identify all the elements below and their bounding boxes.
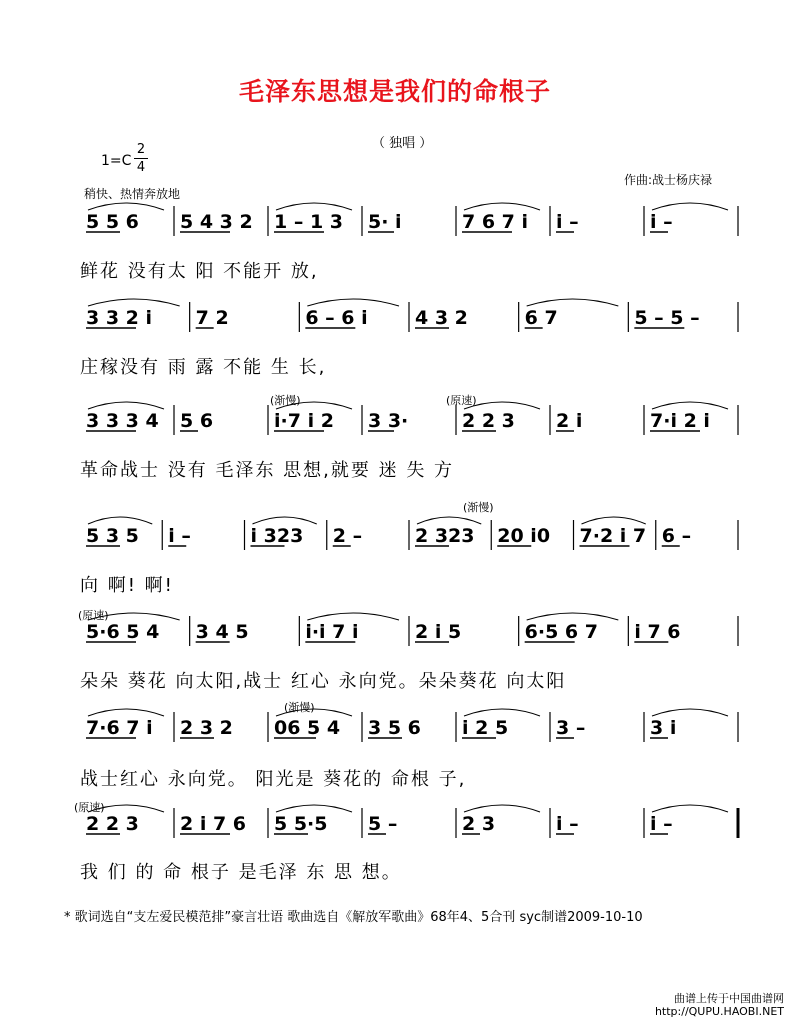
measure-notes: 2 3 [462, 813, 496, 835]
slur-arc [652, 805, 728, 812]
slur-arc [652, 709, 728, 716]
lyrics-line-4: 向 啊! 啊! [80, 575, 174, 596]
measure-notes: 2 – [332, 525, 363, 547]
measure-notes: 2 2 3 [86, 813, 139, 835]
lyrics-line-1: 鲜花 没有太 阳 不能开 放, [80, 261, 319, 282]
slur-arc [88, 402, 164, 409]
measure-notes: i – [556, 813, 579, 835]
slur-arc [307, 613, 399, 620]
slur-arc [652, 203, 728, 210]
lyrics-line-7: 我 们 的 命 根子 是毛泽 东 思 想。 [80, 862, 402, 883]
measure-notes: i 323 [250, 525, 304, 547]
lyrics-line-5: 朵朵 葵花 向太阳,战士 红心 永向党。朵朵葵花 向太阳 [80, 671, 567, 692]
slur-arc [527, 613, 619, 620]
lyrics-line-2: 庄稼没有 雨 露 不能 生 长, [80, 357, 327, 378]
measure-notes: 4 3 2 [415, 307, 468, 329]
slur-arc [464, 203, 540, 210]
measure-notes: 6 7 [524, 307, 558, 329]
measure-notes: 5 – [368, 813, 398, 835]
measure-notes: 7·2 i 7 [579, 525, 647, 547]
measure-notes: 7·6 7 i [86, 717, 153, 739]
measure-notes: i·7 i 2 [274, 410, 334, 432]
slur-arc [88, 299, 180, 306]
measure-notes: 3 3 3 4 [86, 410, 159, 432]
composer-credit: 作曲:战士杨庆禄 [624, 173, 713, 187]
measure-notes: 1 – 1 3 [274, 211, 344, 233]
tempo-annotation: (原速) [74, 801, 105, 814]
time-signature-bottom: 4 [136, 160, 146, 175]
slur-arc [417, 517, 481, 524]
measure-notes: 7 2 [195, 307, 229, 329]
measure-notes: i 2 5 [462, 717, 509, 739]
measure-notes: 5· i [368, 211, 402, 233]
measure-notes: i – [168, 525, 191, 547]
tempo-annotation: (渐慢) [463, 501, 494, 514]
slur-arc [88, 709, 164, 716]
performance-type: （ 独唱 ） [372, 136, 433, 151]
measure-notes: 6 – [661, 525, 692, 547]
measure-notes: 5 5 6 [86, 211, 139, 233]
lyrics-line-3: 革命战士 没有 毛泽东 思想,就要 迷 失 方 [80, 460, 455, 481]
tempo-annotation: (渐慢) [270, 394, 301, 407]
measure-notes: 3 i [650, 717, 677, 739]
measure-notes: 20 i0 [497, 525, 551, 547]
tempo-annotation: (原速) [78, 609, 109, 622]
measure-notes: 2 i 5 [415, 621, 462, 643]
song-title: 毛泽东思想是我们的命根子 [238, 77, 551, 106]
measure-notes: 2 i 7 6 [180, 813, 247, 835]
measure-notes: 7 6 7 i [462, 211, 529, 233]
tempo-marking: 稍快、热情奔放地 [84, 187, 181, 201]
measure-notes: i – [650, 211, 673, 233]
time-signature-top: 2 [136, 142, 146, 157]
measure-notes: 6 – 6 i [305, 307, 368, 329]
tempo-annotation: (渐慢) [284, 701, 315, 714]
slur-arc [253, 517, 317, 524]
measure-notes: 06 5 4 [274, 717, 341, 739]
slur-arc [582, 517, 646, 524]
slur-arc [88, 517, 152, 524]
measure-notes: i – [556, 211, 579, 233]
watermark [655, 992, 784, 1018]
measure-notes: 3 4 5 [195, 621, 249, 643]
key-signature: 1=C [101, 153, 132, 169]
measure-notes: 3 – [556, 717, 586, 739]
measure-notes: 5 6 [180, 410, 214, 432]
footnote: * 歌词选自“支左爱民模范排”豪言壮语 歌曲选自《解放军歌曲》68年4、5合刊 syc制谱2009-10-10 [64, 910, 643, 925]
tempo-annotation: (原速) [446, 394, 477, 407]
watermark-line-1: 曲谱上传于中国曲谱网 [674, 992, 784, 1005]
measure-notes: 5 5·5 [274, 813, 328, 835]
measure-notes: 3 3 2 i [86, 307, 153, 329]
measure-notes: 2 323 [415, 525, 475, 547]
measure-notes: 6·5 6 7 [524, 621, 598, 643]
measure-notes: 5·6 5 4 [86, 621, 160, 643]
slur-arc [527, 299, 619, 306]
measure-notes: i 7 6 [634, 621, 681, 643]
measure-notes: 2 3 2 [180, 717, 233, 739]
slur-arc [276, 203, 352, 210]
measure-notes: 5 4 3 2 [180, 211, 253, 233]
slur-arc [464, 709, 540, 716]
measure-notes: 3 3· [368, 410, 409, 432]
measure-notes: 2 i [556, 410, 583, 432]
measure-notes: 7·i 2 i [650, 410, 710, 432]
watermark-line-2: http://QUPU.HAOBI.NET [654, 1005, 784, 1018]
measure-notes: 2 2 3 [462, 410, 515, 432]
measure-notes: i – [650, 813, 673, 835]
lyrics-line-6: 战士红心 永向党。 阳光是 葵花的 命根 子, [80, 769, 467, 790]
slur-arc [307, 299, 399, 306]
measure-notes: 5 – 5 – [634, 307, 700, 329]
measure-notes: i·i 7 i [305, 621, 359, 643]
slur-arc [652, 402, 728, 409]
slur-arc [88, 203, 164, 210]
measure-notes: 5 3 5 [86, 525, 139, 547]
slur-arc [464, 805, 540, 812]
measure-notes: 3 5 6 [368, 717, 421, 739]
slur-arc [276, 805, 352, 812]
